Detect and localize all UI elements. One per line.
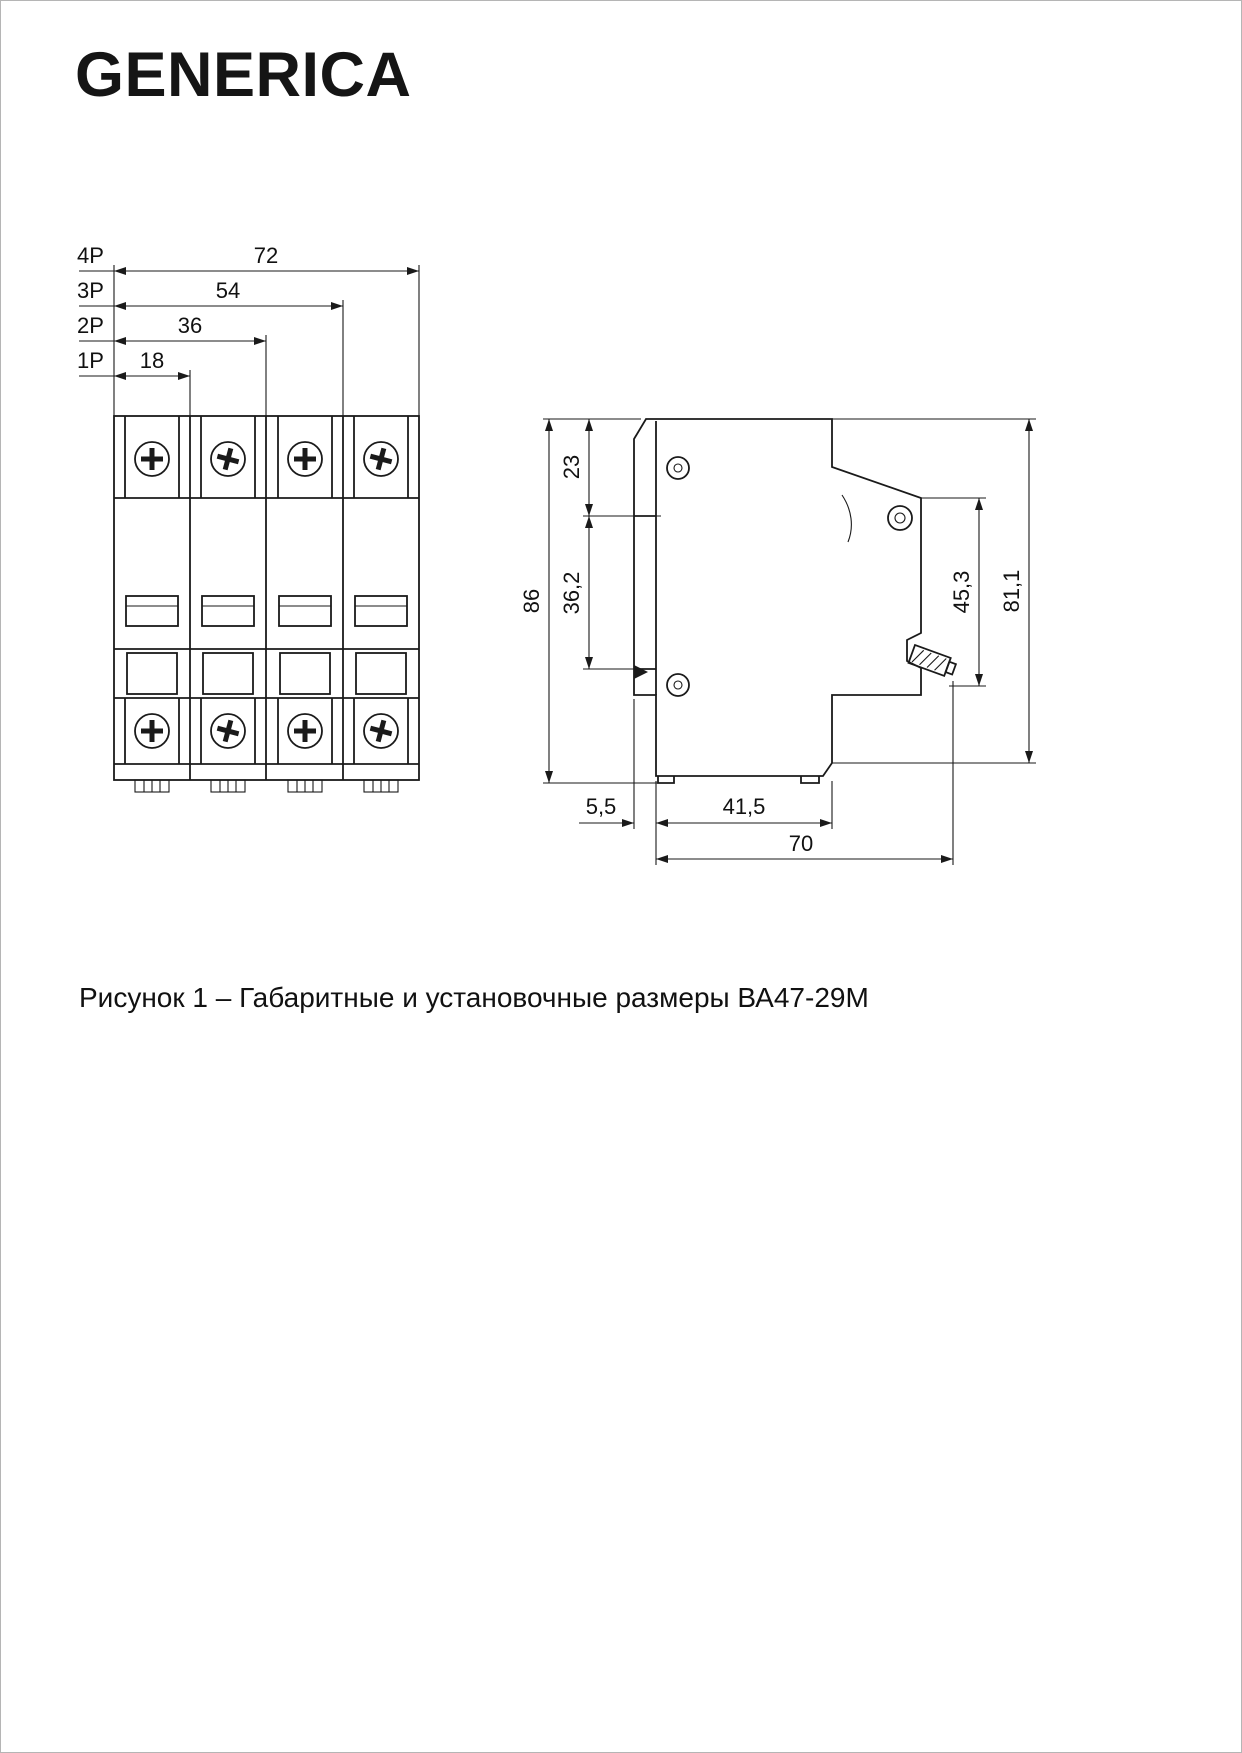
dim-value: 70 — [788, 831, 814, 856]
front-view — [114, 416, 419, 792]
dim-width-3p — [77, 278, 343, 310]
label-window — [355, 596, 407, 626]
toggle-handle — [127, 653, 177, 694]
breaker-body-side — [634, 419, 921, 776]
dim-value: 86 — [519, 588, 544, 614]
side-view — [634, 419, 957, 783]
dim-front-chain — [559, 419, 593, 669]
dim-label: 1P — [77, 348, 104, 373]
dim-value: 18 — [139, 348, 165, 373]
dim-label: 3P — [77, 278, 104, 303]
front-view-dimensions — [77, 243, 419, 416]
dim-back-81-1 — [999, 419, 1033, 763]
label-window — [279, 596, 331, 626]
figure-caption: Рисунок 1 – Габаритные и установочные размеры ВА47-29М — [79, 982, 869, 1013]
dim-depth-row — [579, 794, 832, 827]
dim-width-4p — [77, 243, 419, 275]
dim-value: 72 — [253, 243, 279, 268]
dim-clip-45-3 — [949, 498, 983, 686]
rivet-bottom — [667, 674, 689, 696]
dim-height-86 — [519, 419, 553, 783]
dimension-drawing — [1, 1, 1242, 1753]
dim-value: 45,3 — [949, 570, 974, 614]
brand-logo: GENERICA — [75, 40, 412, 110]
din-rail-clip — [909, 645, 958, 678]
pole-2 — [201, 416, 255, 792]
toggle-handle — [356, 653, 406, 694]
pole-3 — [278, 416, 332, 792]
label-window — [202, 596, 254, 626]
rivet-top — [667, 457, 689, 479]
dim-value-23: 23 — [559, 454, 584, 480]
dim-width-1p — [77, 348, 190, 380]
decorative-slot — [842, 495, 851, 542]
toggle-handle — [280, 653, 330, 694]
dim-value-41-5: 41,5 — [722, 794, 766, 819]
dim-value-5-5: 5,5 — [585, 794, 617, 819]
toggle-handle — [203, 653, 253, 694]
dim-label: 4P — [77, 243, 104, 268]
dim-total-depth-70 — [656, 831, 953, 863]
mounting-hole — [888, 506, 912, 530]
dim-value: 36 — [177, 313, 203, 338]
pole-1 — [125, 416, 179, 792]
dim-value-36-2: 36,2 — [559, 571, 584, 615]
pole-4 — [354, 416, 408, 792]
dim-value: 54 — [215, 278, 241, 303]
dim-label: 2P — [77, 313, 104, 338]
dim-width-2p — [77, 313, 266, 345]
dim-value: 81,1 — [999, 569, 1024, 613]
terminal-flag — [634, 665, 648, 679]
label-window — [126, 596, 178, 626]
side-view-dimensions — [519, 419, 1036, 865]
